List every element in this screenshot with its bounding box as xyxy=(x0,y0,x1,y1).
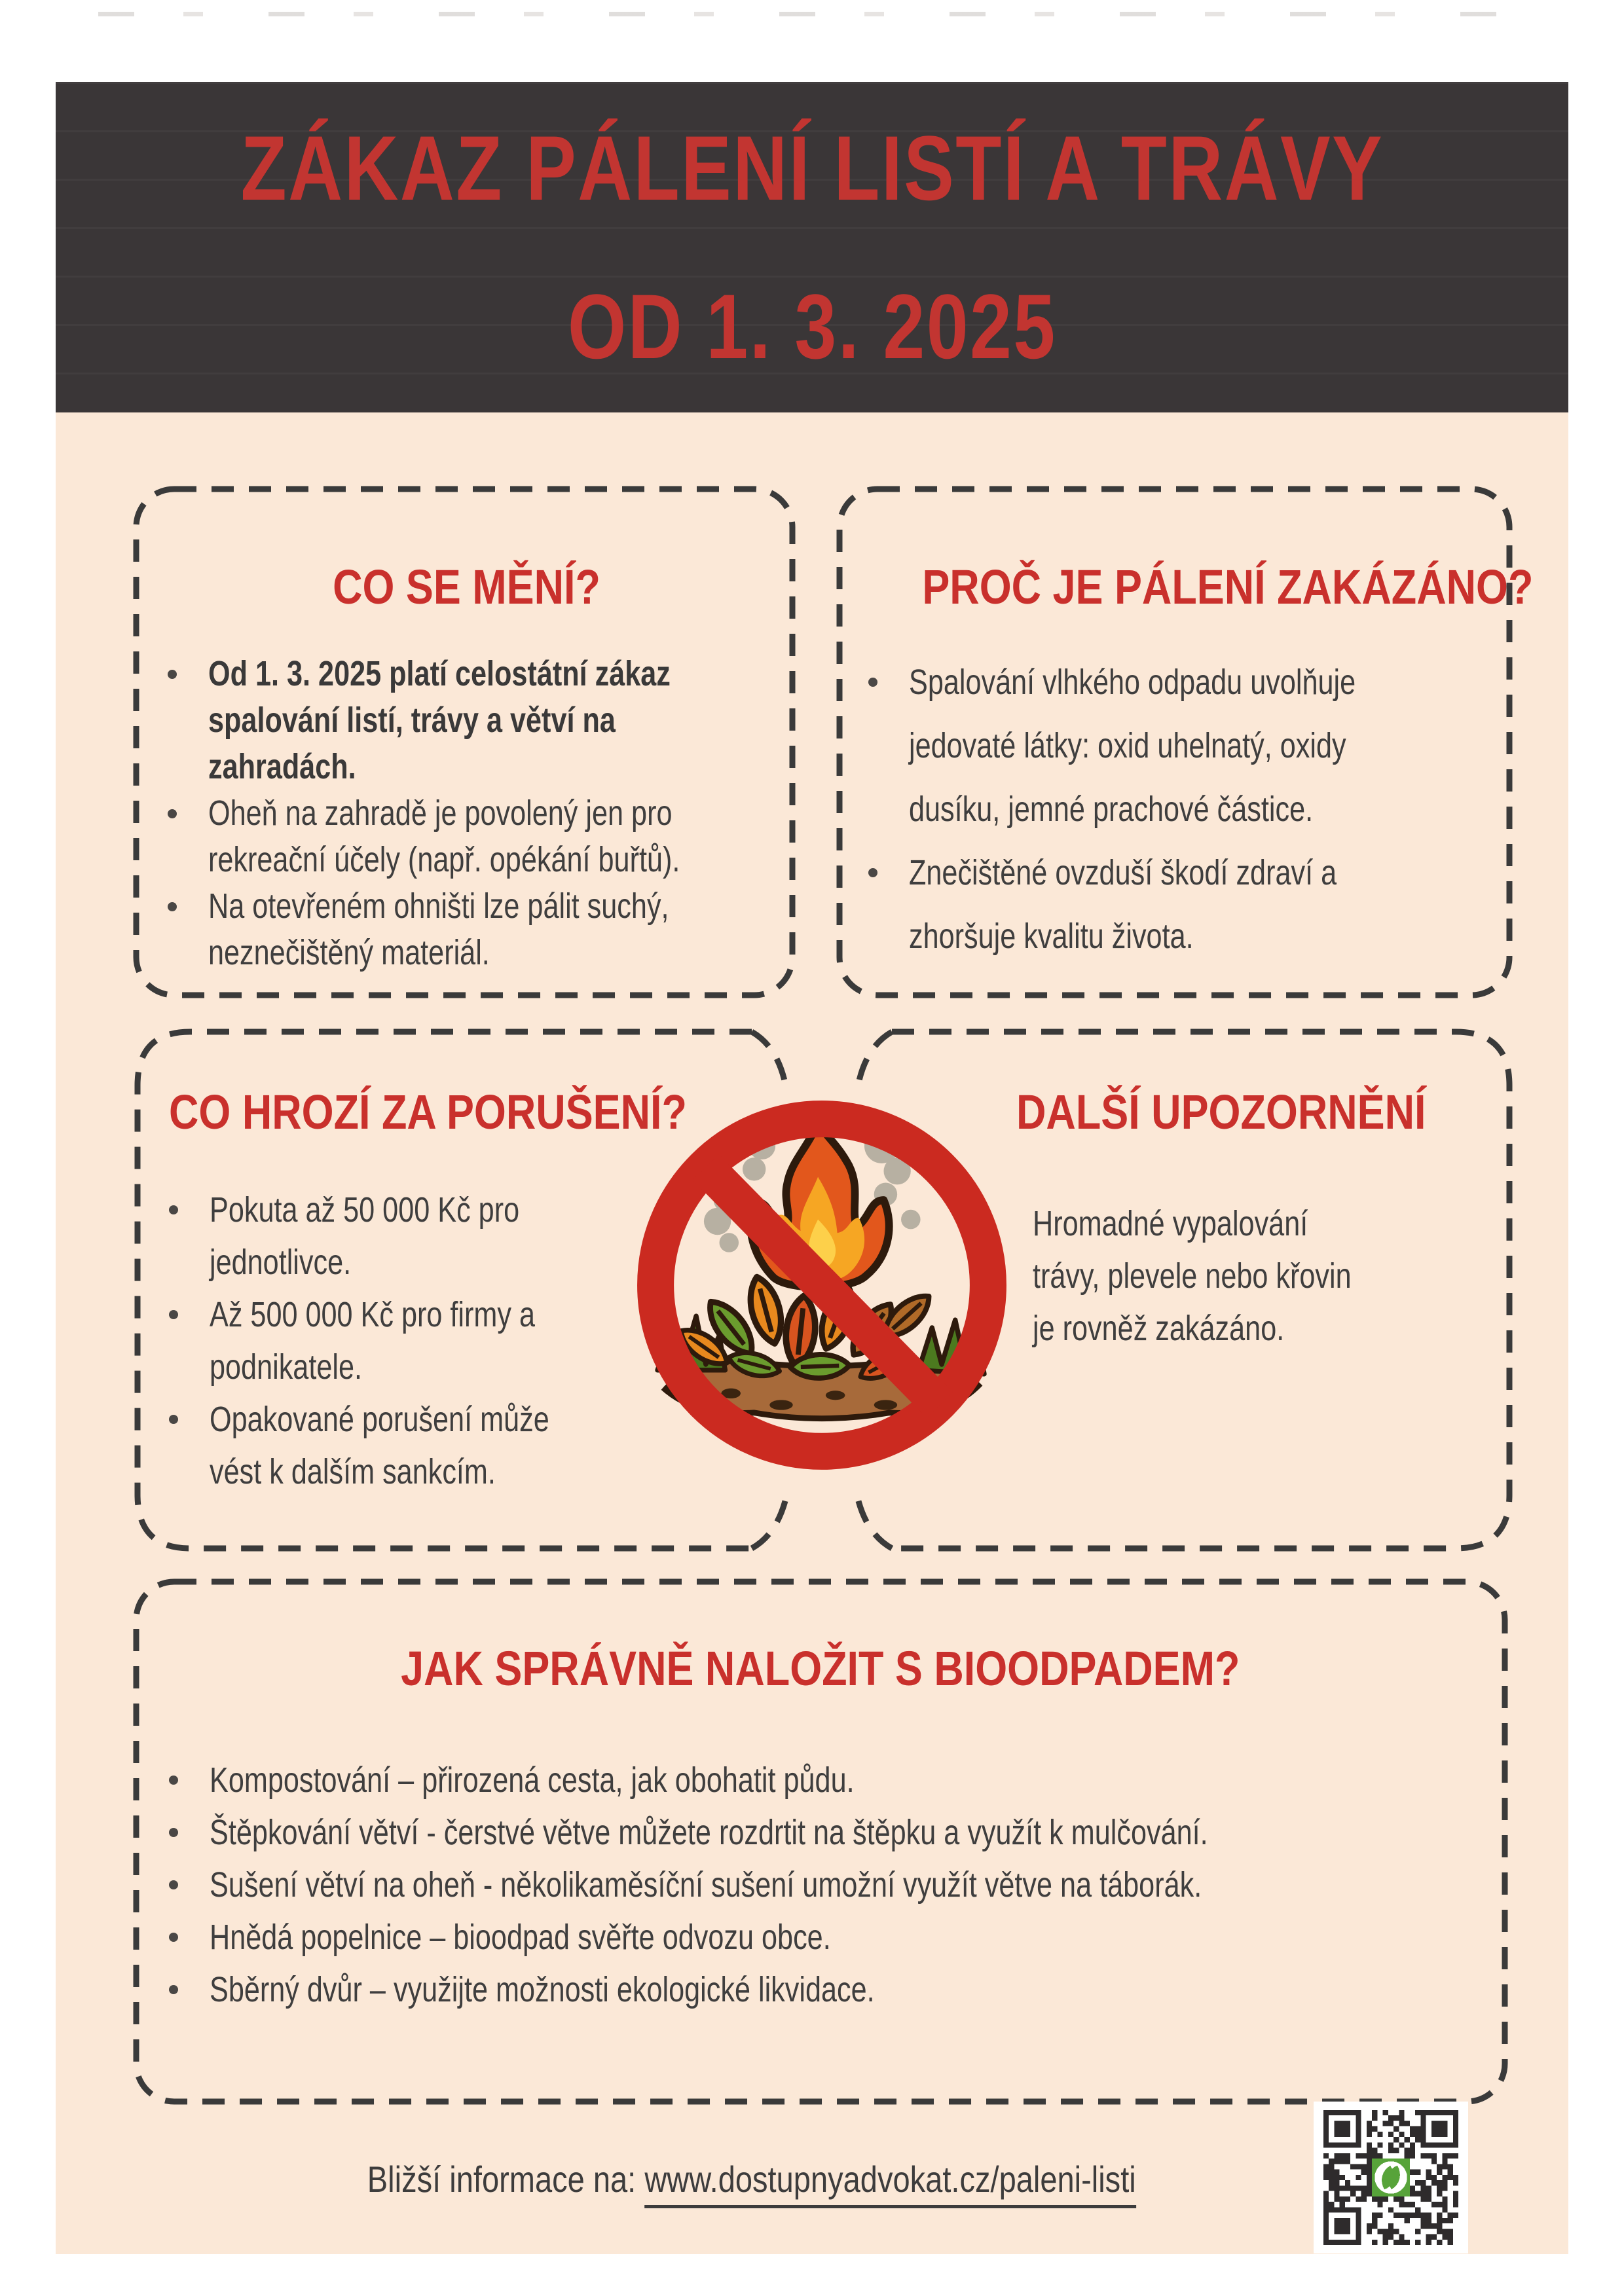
list-item: Kompostování – přirozená cesta, jak obohatit půdu. xyxy=(169,1754,1472,1806)
list-item: Sušení větví na oheň - několikaměsíční sušení umožní využít větve na táborák. xyxy=(169,1859,1472,1911)
bullet-dot xyxy=(168,670,177,679)
bullet-dot xyxy=(168,902,177,911)
list-item: Hnědá popelnice – bioodpad svěřte odvozu obce. xyxy=(169,1911,1472,1963)
bullet-dot xyxy=(169,1205,178,1214)
list-item: Na otevřeném ohništi lze pálit suchý, neznečištěný materiál. xyxy=(168,883,766,976)
box-dalsi-upozorneni: DALŠÍ UPOZORNĚNÍ Hromadné vypalování trávy, plevele nebo křovin je rovněž zakázáno. xyxy=(840,1032,1509,1548)
list-item: Znečištěné ovzduší škodí zdraví a zhoršuje kvalitu života. xyxy=(868,841,1483,968)
scan-artifact xyxy=(98,12,1526,16)
list-item: Štěpkování větví - čerstvé větve můžete rozdrtit na štěpku a využít k mulčování. xyxy=(169,1806,1472,1859)
qr-logo xyxy=(1372,2159,1410,2196)
list-item: Až 500 000 Kč pro firmy a podnikatele. xyxy=(169,1288,773,1393)
bullet-dot xyxy=(169,1933,178,1942)
box-heading: CO SE MĚNÍ? xyxy=(333,560,601,614)
bullet-dot xyxy=(868,678,877,687)
bullet-dot xyxy=(169,1415,178,1424)
list-item: Spalování vlhkého odpadu uvolňuje jedovaté látky: oxid uhelnatý, oxidy dusíku, jemné prachové částice. xyxy=(868,651,1483,841)
bullet-dot xyxy=(169,1985,178,1994)
box-heading: DALŠÍ UPOZORNĚNÍ xyxy=(1016,1085,1426,1139)
bullet-dot xyxy=(169,1310,178,1319)
header-band xyxy=(56,82,1568,412)
box-heading: JAK SPRÁVNĚ NALOŽIT S BIOODPADEM? xyxy=(401,1641,1240,1696)
list-item: Pokuta až 50 000 Kč pro jednotlivce. xyxy=(169,1184,773,1288)
bullet-dot xyxy=(169,1880,178,1889)
box-heading: CO HROZÍ ZA PORUŠENÍ? xyxy=(169,1085,687,1139)
box-bioodpad xyxy=(136,1582,1505,2102)
no-burning-icon xyxy=(619,1080,1025,1486)
footer-label: Bližší informace na: xyxy=(367,2159,636,2200)
box-heading: PROČ JE PÁLENÍ ZAKÁZÁNO? xyxy=(922,560,1534,614)
bullet-dot xyxy=(868,868,877,877)
page-title-line1: ZÁKAZ PÁLENÍ LISTÍ A TRÁVY xyxy=(240,116,1384,219)
list-item: Od 1. 3. 2025 platí celostátní zákaz spalování listí, trávy a větví na zahradách. xyxy=(168,651,766,790)
footer-link[interactable]: www.dostupnyadvokat.cz/paleni-listi xyxy=(644,2159,1135,2208)
box-co-se-meni xyxy=(136,489,792,995)
qr-code xyxy=(1314,2102,1468,2253)
list-item: Sběrný dvůr – využijte možnosti ekologické likvidace. xyxy=(169,1963,1472,2016)
list-item: Oheň na zahradě je povolený jen pro rekreační účely (např. opékání buřtů). xyxy=(168,790,766,883)
bullet-dot xyxy=(168,809,177,818)
bullet-dot xyxy=(169,1828,178,1837)
bullet-dot xyxy=(169,1776,178,1785)
list-item: Opakované porušení může vést k dalším sankcím. xyxy=(169,1393,773,1498)
box-proc-zakazano xyxy=(840,489,1534,995)
page-title-line2: OD 1. 3. 2025 xyxy=(567,274,1057,378)
